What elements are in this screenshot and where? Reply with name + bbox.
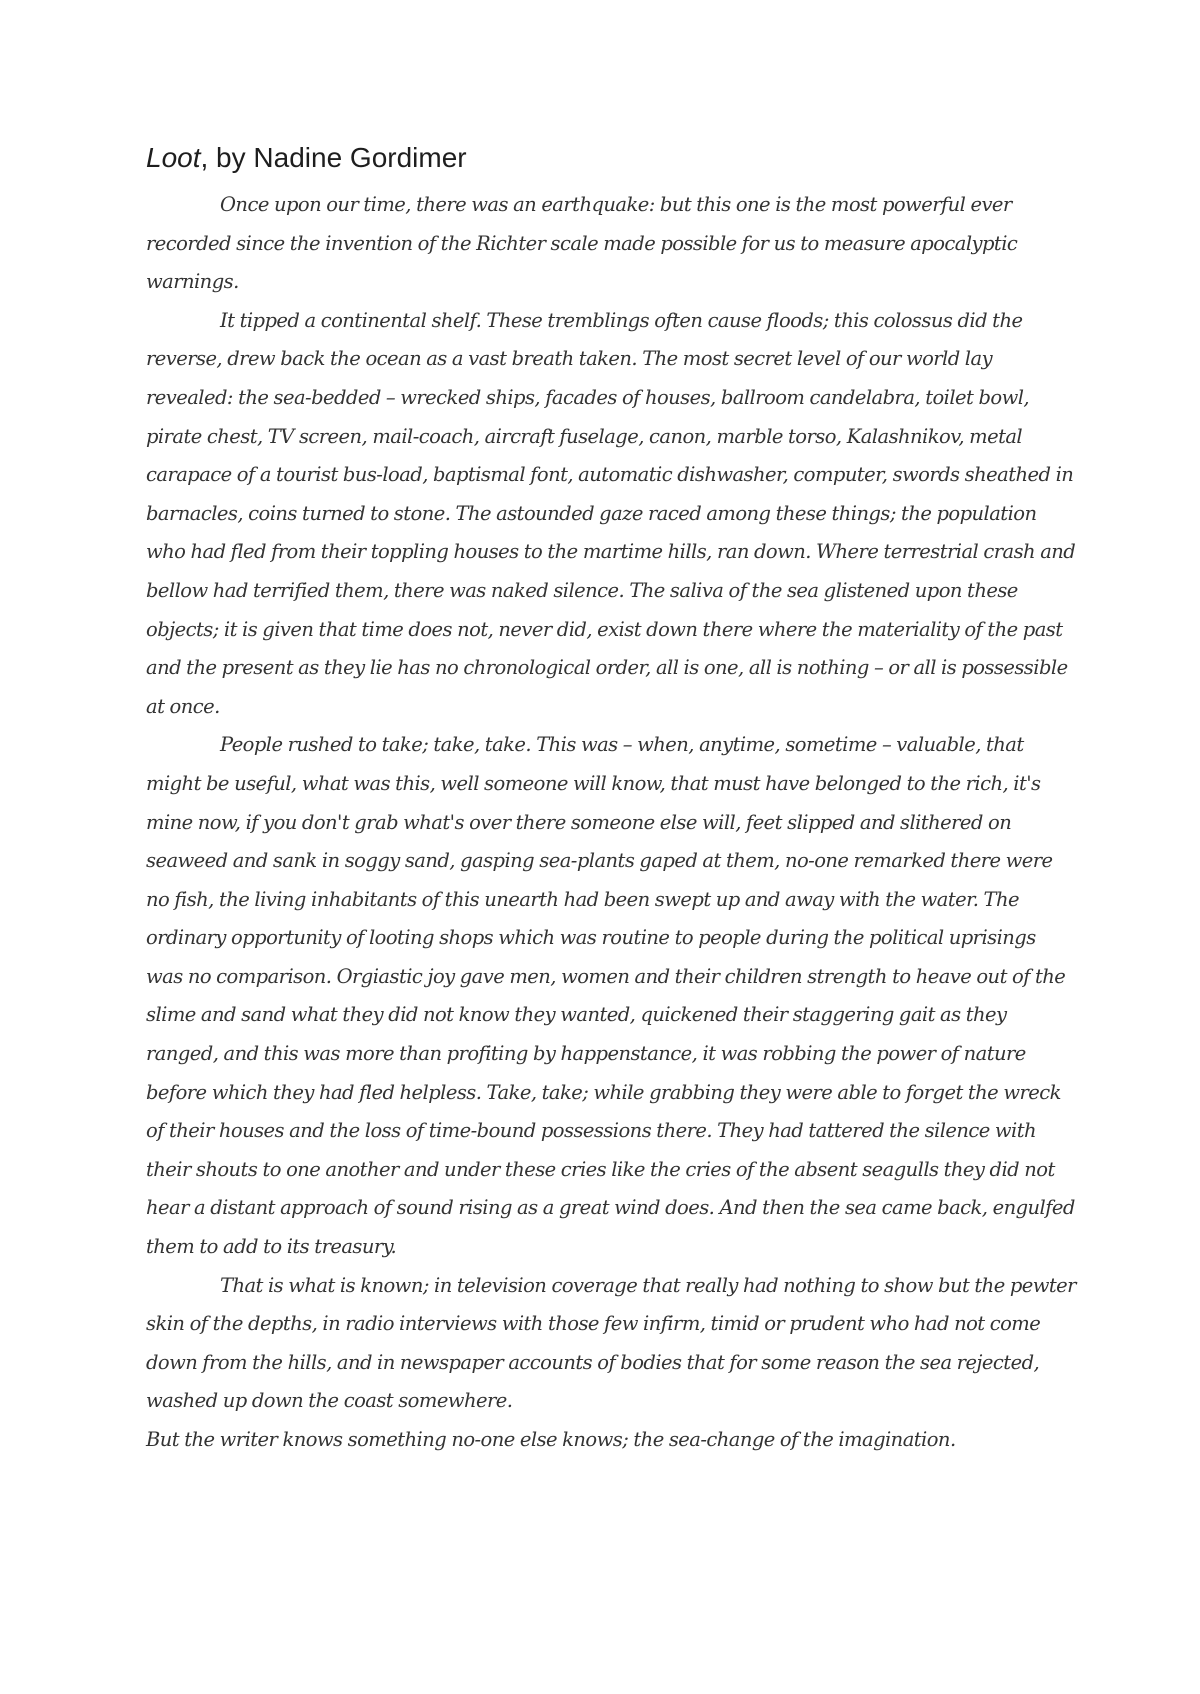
paragraph: But the writer knows something no-one else knows; the sea-change of the imagination. [146,1428,956,1451]
title-work-name: Loot [146,142,201,173]
title-byline: , by Nadine Gordimer [200,142,467,173]
body-text [146,186,1076,1460]
paragraph: That is what is known; in television coverage that really had nothing to show but the pewter skin of the depths, in radio interviews with those few infirm, timid or prudent who had not come down from the hills, and in newspaper accounts of bodies that for some reason the sea rejected, washed up down the coast somewhere. [146,1273,1076,1413]
paragraph: Once upon our time, there was an earthquake: but this one is the most powerful ever recorded since the invention of the Richter scale made possible for us to measure apocalyptic warnings. [146,193,1018,294]
document-title [146,138,1076,178]
document-page [146,138,1076,1460]
paragraph: It tipped a continental shelf. These tremblings often cause floods; this colossus did the reverse, drew back the ocean as a vast breath taken. The most secret level of our world lay revealed: the sea-bedded – wrecked ships, facades of houses, ballroom candelabra, toilet bowl, pirate chest, TV screen, mail-coach, aircraft fuselage, canon, marble torso, Kalashnikov, metal carapace of a tourist bus-load, baptismal font, automatic dishwasher, computer, swords sheathed in barnacles, coins turned to stone. The astounded gaze raced among these things; the population who had fled from their toppling houses to the martime hills, ran down. Where terrestrial crash and bellow had terrified them, there was naked silence. The saliva of the sea glistened upon these objects; it is given that time does not, never did, exist down there where the materiality of the past and the present as they lie has no chronological order, all is one, all is nothing – or all is possessible at once. [146,308,1076,718]
paragraph: People rushed to take; take, take. This was – when, anytime, sometime – valuable, that might be useful, what was this, well someone will know, that must have belonged to the rich, it's mine now, if you don't grab what's over there someone else will, feet slipped and slithered on seaweed and sank in soggy sand, gasping sea-plants gaped at them, no-one remarked there were no fish, the living inhabitants of this unearth had been swept up and away with the water. The ordinary opportunity of looting shops which was routine to people during the political uprisings was no comparison. Orgiastic joy gave men, women and their children strength to heave out of the slime and sand what they did not know they wanted, quickened their staggering gait as they ranged, and this was more than profiting by happenstance, it was robbing the power of nature before which they had fled helpless. Take, take; while grabbing they were able to forget the wreck of their houses and the loss of time-bound possessions there. They had tattered the silence with their shouts to one another and under these cries like the cries of the absent seagulls they did not hear a distant approach of sound rising as a great wind does. And then the sea came back, engulfed them to add to its treasury. [146,733,1075,1259]
